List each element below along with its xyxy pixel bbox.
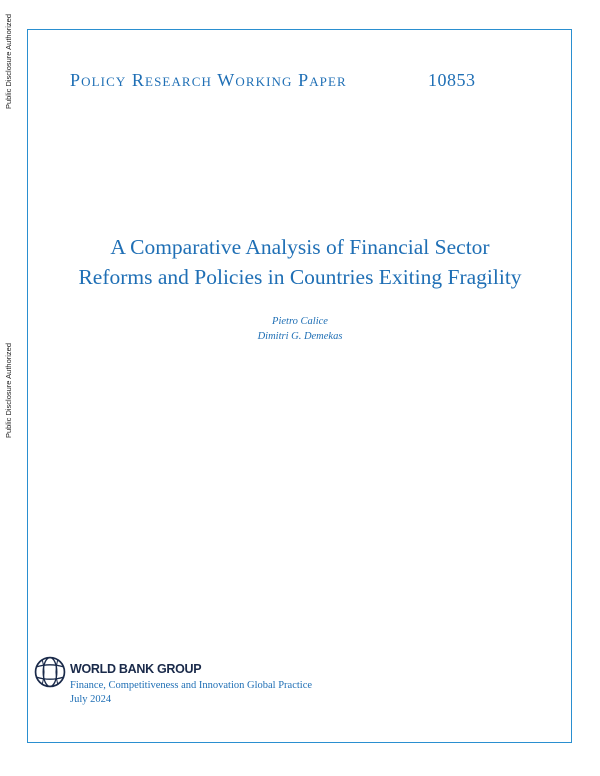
author-name: Dimitri G. Demekas [257, 331, 343, 342]
cover-frame [27, 29, 572, 743]
publisher-block [33, 655, 433, 707]
globe-icon [33, 655, 67, 689]
title-line: A Comparative Analysis of Financial Sector [110, 235, 490, 259]
disclosure-label-middle: Public Disclosure Authorized [4, 343, 13, 439]
author-list [30, 314, 570, 344]
disclosure-label-top: Public Disclosure Authorized [4, 14, 13, 110]
paper-title [30, 232, 570, 292]
publication-date: July 2024 [70, 694, 112, 705]
paper-number: 10853 [428, 70, 476, 90]
organization-name: WORLD BANK GROUP [70, 662, 202, 676]
series-title: Policy Research Working Paper [70, 70, 347, 90]
author-name: Pietro Calice [272, 316, 328, 327]
title-line: Reforms and Policies in Countries Exiting Fragility [78, 265, 522, 289]
global-practice: Finance, Competitiveness and Innovation Global Practice [70, 680, 313, 691]
